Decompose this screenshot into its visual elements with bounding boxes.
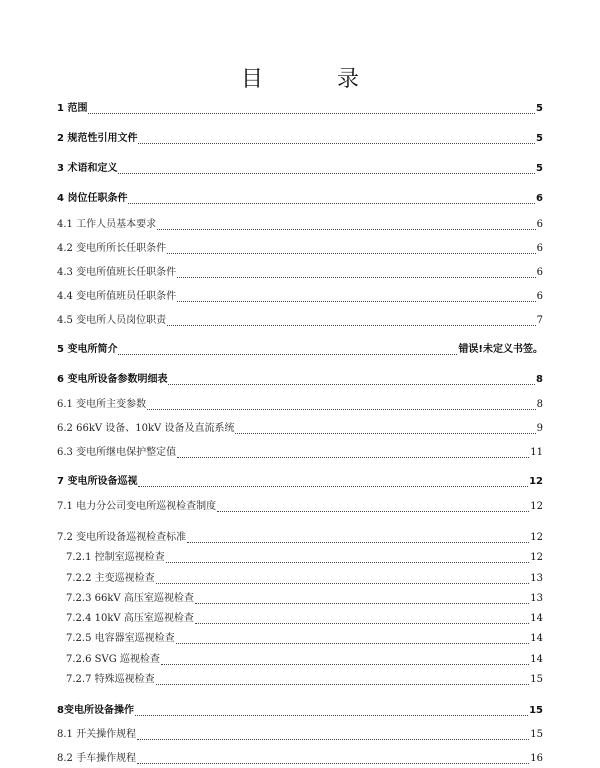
toc-title: 目 录 [240, 67, 385, 92]
toc-entry[interactable] [57, 131, 543, 147]
toc-entry-page: 9 [536, 423, 543, 434]
toc-entry-page: 6 [536, 267, 543, 278]
toc-entry[interactable] [57, 727, 543, 743]
toc-entry-label: 8.2 手车操作规程 [57, 753, 137, 764]
leader-dots [177, 300, 536, 302]
leader-dots [177, 276, 536, 278]
leader-dots [168, 383, 535, 385]
toc-entry-label: 1 范围 [57, 103, 88, 114]
toc-entry-page: 6 [536, 193, 543, 204]
toc-entry-label: 7.2.3 66kV 高压室巡视检查 [66, 593, 194, 604]
toc-entry-page: 5 [536, 133, 543, 144]
toc-entry-label: 6.2 66kV 设备、10kV 设备及直流系统 [57, 423, 235, 434]
toc-entry-page: 14 [530, 654, 543, 665]
leader-dots [135, 714, 528, 716]
toc-entry[interactable] [66, 631, 543, 647]
toc-entry[interactable] [57, 161, 543, 177]
leader-dots [118, 353, 457, 355]
toc-entry-label: 4.5 变电所人员岗位职责 [57, 315, 167, 326]
toc-entry-label: 4 岗位任职条件 [57, 193, 128, 204]
leader-dots [235, 432, 535, 434]
leader-dots [176, 642, 530, 644]
toc-entry-page: 8 [536, 374, 543, 385]
toc-entry[interactable] [66, 591, 543, 607]
toc-entry-page: 12 [530, 552, 543, 563]
toc-entry-label: 4.1 工作人员基本要求 [57, 219, 157, 230]
toc-entry-page: 13 [530, 593, 543, 604]
toc-entry[interactable] [57, 530, 543, 546]
toc-entry-label: 7.1 电力分公司变电所巡视检查制度 [57, 501, 217, 512]
toc-entry[interactable] [57, 342, 543, 358]
toc-entry-label: 7.2.2 主变巡视检查 [66, 573, 155, 584]
toc-entry-label: 5 变电所简介 [57, 344, 118, 355]
leader-dots [137, 738, 529, 740]
toc-entry[interactable] [57, 499, 543, 515]
toc-entry[interactable] [66, 550, 543, 566]
toc-entry-label: 7.2 变电所设备巡视检查标准 [57, 532, 187, 543]
toc-entry[interactable] [57, 241, 543, 257]
toc-entry[interactable] [57, 445, 543, 461]
toc-entry-label: 8.1 开关操作规程 [57, 729, 137, 740]
leader-dots [138, 485, 528, 487]
toc-entry[interactable] [57, 101, 543, 117]
leader-dots [177, 456, 529, 458]
toc-entry-label: 3 术语和定义 [57, 163, 118, 174]
toc-entry[interactable] [57, 703, 543, 719]
leader-dots [88, 112, 535, 114]
leader-dots [167, 324, 536, 326]
toc-entry-label: 7.2.1 控制室巡视检查 [66, 552, 165, 563]
toc-entry-label: 7.2.4 10kV 高压室巡视检查 [66, 613, 194, 624]
toc-entry-page: 5 [536, 103, 543, 114]
toc-entry[interactable] [66, 571, 543, 587]
toc-entry-page: 13 [530, 573, 543, 584]
toc-entry[interactable] [57, 265, 543, 281]
leader-dots [166, 561, 530, 563]
leader-dots [167, 252, 536, 254]
toc-entry-label: 6.1 变电所主变参数 [57, 399, 147, 410]
leader-dots [156, 683, 530, 685]
toc-entry[interactable] [57, 397, 543, 413]
toc-entry[interactable] [66, 672, 543, 688]
toc-entry-page: 6 [536, 243, 543, 254]
toc-entry[interactable] [57, 474, 543, 490]
toc-entry-page: 12 [530, 501, 543, 512]
toc-entry[interactable] [57, 421, 543, 437]
toc-entry-page: 14 [530, 613, 543, 624]
toc-entry-page: 12 [530, 532, 543, 543]
toc-entry-page: 5 [536, 163, 543, 174]
leader-dots [138, 142, 535, 144]
leader-dots [128, 202, 535, 204]
leader-dots [156, 582, 530, 584]
toc-entry-label: 6 变电所设备参数明细表 [57, 374, 168, 385]
leader-dots [195, 622, 529, 624]
toc-entry[interactable] [57, 191, 543, 207]
toc-entry-page: 11 [530, 447, 543, 458]
leader-dots [187, 541, 529, 543]
toc-entry-label: 4.2 变电所所长任职条件 [57, 243, 167, 254]
toc-entry[interactable] [57, 372, 543, 388]
toc-entry-label: 7.2.7 特殊巡视检查 [66, 674, 155, 685]
toc-entry-page: 15 [529, 705, 543, 716]
toc-entry[interactable] [57, 751, 543, 767]
toc-entry-page: 8 [536, 399, 543, 410]
toc-entry-page: 14 [530, 633, 543, 644]
toc-entry-page: 16 [530, 753, 543, 764]
toc-entry-label: 7.2.5 电容器室巡视检查 [66, 633, 175, 644]
toc-entry[interactable] [66, 652, 543, 668]
toc-entry-page: 15 [530, 729, 543, 740]
toc-entry[interactable] [57, 289, 543, 305]
toc-entry[interactable] [66, 611, 543, 627]
toc-entry-label: 2 规范性引用文件 [57, 133, 138, 144]
leader-dots [195, 602, 529, 604]
toc-entry-page: 错误!未定义书签。 [458, 344, 543, 355]
leader-dots [118, 172, 535, 174]
toc-entry-page: 6 [536, 219, 543, 230]
toc-entry-label: 7 变电所设备巡视 [57, 476, 138, 487]
leader-dots [147, 408, 536, 410]
toc-entry-page: 12 [529, 476, 543, 487]
toc-entry-label: 4.3 变电所值班长任职条件 [57, 267, 177, 278]
toc-entry-page: 7 [536, 315, 543, 326]
toc-entry-page: 15 [530, 674, 543, 685]
toc-entry[interactable] [57, 217, 543, 233]
leader-dots [161, 663, 529, 665]
toc-entry-label: 6.3 变电所继电保护整定值 [57, 447, 177, 458]
toc-entry[interactable] [57, 313, 543, 329]
leader-dots [217, 510, 529, 512]
toc-entry-label: 4.4 变电所值班员任职条件 [57, 291, 177, 302]
toc-entry-label: 8变电所设备操作 [57, 705, 134, 716]
toc-entry-label: 7.2.6 SVG 巡视检查 [66, 654, 160, 665]
leader-dots [157, 228, 536, 230]
leader-dots [137, 762, 529, 764]
toc-entry-page: 6 [536, 291, 543, 302]
